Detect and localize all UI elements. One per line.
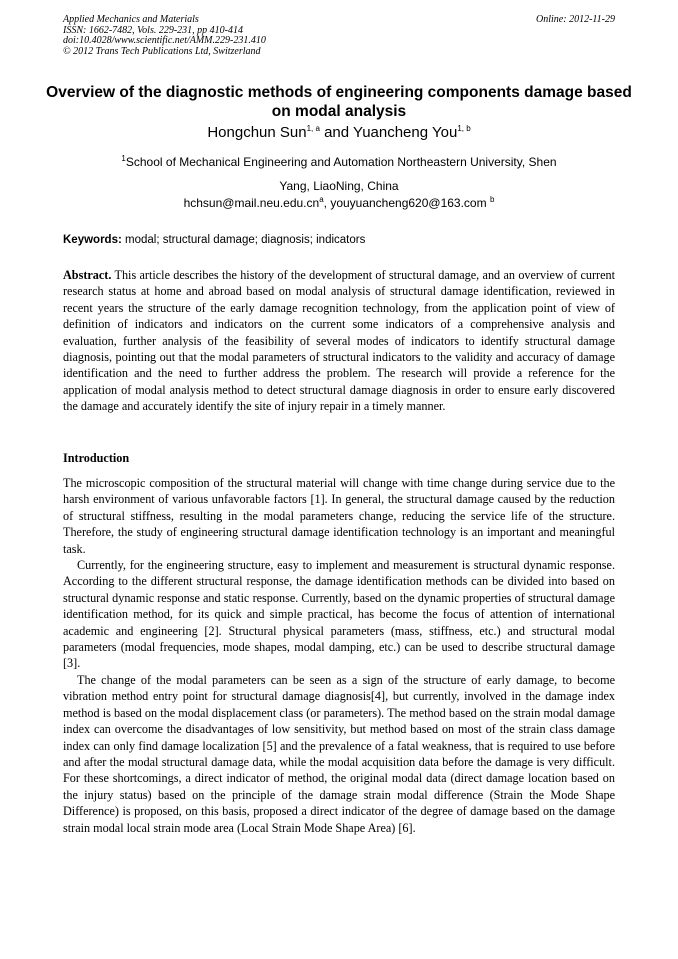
author-conjunction: and [319, 124, 354, 141]
keywords [63, 232, 615, 248]
affiliation-line-2: Yang, LiaoNing, China [279, 179, 399, 193]
paragraph: The microscopic composition of the structural material will change with time change during service due to the harsh environment of various unfavorable factors [1]. In general, the structural damage caused by the reduction of structural stiffness, resulting in the modal parameters change, reducing the service life of the structure. Therefore, the study of engineering structural damage identification technology is an important and meaningful task. [63, 476, 615, 556]
abstract [63, 267, 615, 415]
section-heading: Introduction [63, 451, 130, 465]
issn-line: ISSN: 1662-7482, Vols. 229-231, pp 410-414 [63, 24, 243, 36]
keywords-label: Keywords: [63, 234, 122, 246]
author-email[interactable]: hchsun@mail.neu.edu.cn [183, 196, 320, 210]
journal-name: Applied Mechanics and Materials [63, 14, 199, 25]
affiliation [80, 150, 598, 198]
online-date: Online: 2012-11-29 [536, 14, 615, 25]
paragraph: Currently, for the engineering structure, easy to implement and measurement is structural dynamic response. According to the different structural response, the damage identification methods can be divided into based on structural dynamic response and static response. Currently, based on the dynamic properties of structural damage identification method, for its quick and simple practical, has become the focus of attention of international academic and engineering [2]. Structural physical parameters (mass, stiffness, etc.) and structural modal parameters (modal frequencies, mode shapes, modal damping, etc.) can be used to describe structural damage [3]. [63, 558, 615, 671]
affiliation-line-1: $^1$School of Mechanical Engineering and Automation Northeastern University, Shen [121, 154, 557, 169]
author-affiliation-mark: 1, b [457, 124, 471, 133]
paper-title: Overview of the diagnostic methods of engineering components damage based on modal analysis [46, 84, 632, 120]
abstract-label: Abstract. [63, 268, 112, 282]
author-email[interactable]: youyuancheng620@163.com [330, 196, 487, 210]
email-separator: , [323, 196, 331, 210]
email-mark: a [319, 195, 324, 204]
email-line [40, 194, 638, 212]
author-line [40, 124, 638, 142]
abstract-text: This article describes the history of the development of structural damage, and an overview of current research status at home and abroad based on modal analysis of structural damage identification, reviewed in recent years the structure of the early damage recognition technology, from the application point of view of definition of indicators and indicators on the current some indicators of a comprehensive analysis and evaluation, further analysis of the feasibility of several modes of indicators to identify structural damage diagnosis, pointing out that the modal parameters of structural indicators to the validity and accuracy of damage identification and the need to further address the problem. The research will provide a reference for the application of modal analysis method to detect structural damage diagnosis in order to ensure early discovered the damage and accurately identify the site of injury repair in a timely manner. [63, 268, 615, 414]
paragraph: The change of the modal parameters can be seen as a sign of the structure of early damage, to become vibration method entry point for structural damage diagnosis[4], but currently, involved in the damage index method is based on the modal displacement class (or parameters). The method based on the strain modal damage index can overcome the disadvantages of low sensitivity, but method based on most of the strain class damage index can only find damage localization [5] and the prevalence of a fatal weakness, that is required to use before and after the modal structural damage data, while the modal acquisition data before the damage is very difficult. For these shortcomings, a direct indicator of method, the original modal data (direct damage location based on the injury status) based on the principle of the damage strain modal difference (Strain the Mode Shape Difference) is proposed, on this basis, proposed a direct indicator of the degree of damage based on the damage strain modal local strain mode area (Local Strain Mode Shape Area) [6]. [63, 672, 615, 835]
journal-header [63, 15, 615, 57]
email-mark: b [489, 195, 495, 204]
copyright-line: © 2012 Trans Tech Publications Ltd, Switzerland [63, 45, 261, 57]
author-affiliation-mark: 1, a [306, 124, 320, 133]
affiliation-mark: 1 [121, 154, 126, 163]
keywords-text: modal; structural damage; diagnosis; indicators [121, 234, 366, 246]
author-name: Hongchun Sun [207, 124, 307, 141]
introduction-body [63, 475, 615, 836]
doi-line: doi:10.4028/www.scientific.net/AMM.229-231.410 [63, 35, 266, 47]
author-name: Yuancheng You [353, 124, 458, 141]
